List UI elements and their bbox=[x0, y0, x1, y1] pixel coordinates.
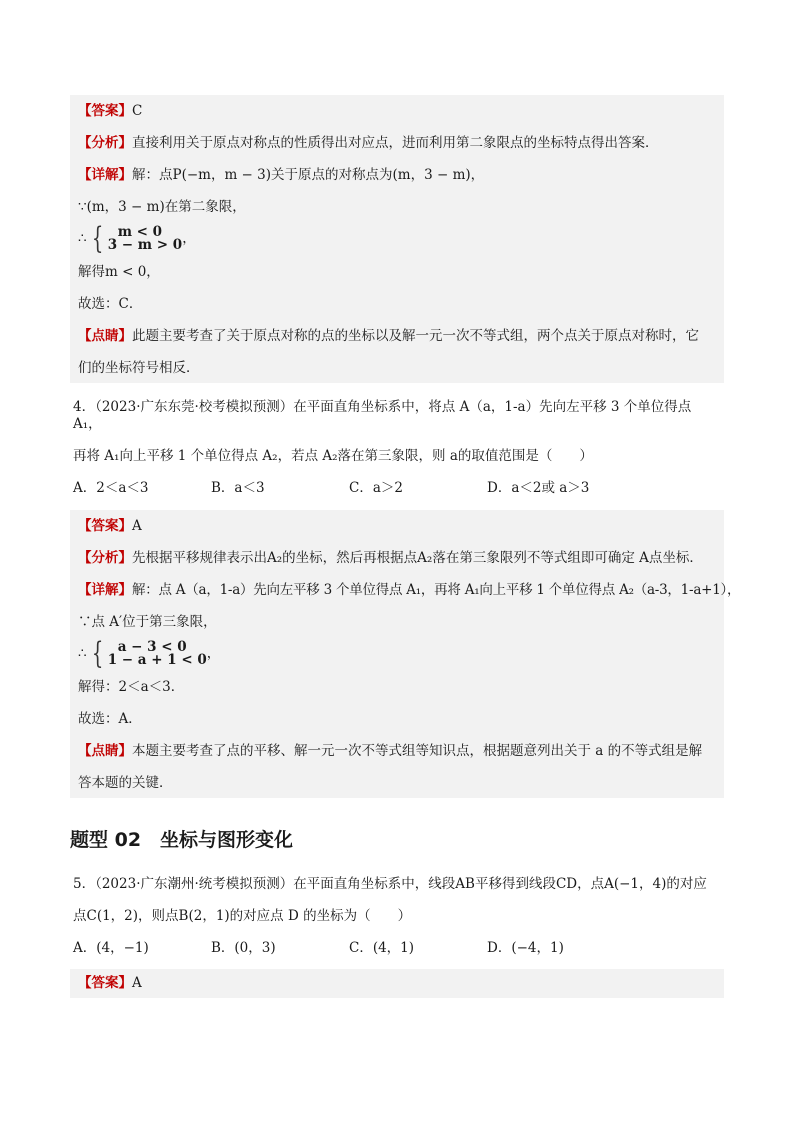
solution-text: 解得m < 0， bbox=[78, 264, 160, 280]
comment-text: 此题主要考查了关于原点对称的点的坐标以及解一元一次不等式组，两个点关于原点对称时，它 bbox=[132, 328, 699, 344]
system-brace bbox=[87, 636, 207, 671]
answer-line bbox=[78, 103, 716, 120]
analysis-line bbox=[78, 135, 716, 152]
system-row-2: 1 − a + 1 < 0 bbox=[107, 652, 207, 668]
detail-line bbox=[78, 582, 741, 599]
answer-value: A bbox=[132, 975, 142, 991]
comment-text-2: 答本题的关键． bbox=[78, 775, 173, 791]
question-4-options bbox=[70, 480, 724, 497]
analysis-text: 直接利用关于原点对称点的性质得出对应点，进而利用第二象限点的坐标特点得出答案． bbox=[132, 135, 659, 151]
answer-tag: 【答案】 bbox=[78, 103, 132, 119]
detail-tag: 【详解】 bbox=[78, 582, 132, 598]
answer-block-q3 bbox=[70, 95, 724, 383]
therefore-symbol: ∴ bbox=[78, 645, 87, 662]
detail-text: 解：点P(−m，m − 3)关于原点的对称点为(m，3 − m)， bbox=[132, 167, 485, 183]
answer-block-q4 bbox=[70, 510, 741, 798]
analysis-line bbox=[78, 550, 716, 567]
choice-line bbox=[78, 711, 716, 728]
left-brace-icon: { bbox=[91, 636, 103, 671]
detail-text-2: ∵点 A′位于第三象限， bbox=[78, 614, 217, 630]
detail-text: 解：点 A（a，1-a）先向左平移 3 个单位得点 A₁，再将 A₁向上平移 1 个单位得点 A₂（a-3，1-a+1）， bbox=[132, 582, 741, 598]
system-row-1: m < 0 bbox=[117, 224, 163, 240]
answer-value: A bbox=[132, 518, 142, 534]
analysis-text: 先根据平移规律表示出A₂的坐标，然后再根据点A₂落在第三象限列不等式组即可确定 A点坐标． bbox=[132, 550, 703, 566]
question-4-line-1: 4．（2023·广东东莞·校考模拟预测）在平面直角坐标系中，将点 A（a，1-a）先向左平移 3 个单位得点 A₁， bbox=[73, 399, 692, 432]
answer-block-q5 bbox=[70, 969, 724, 998]
solution-line bbox=[78, 679, 716, 696]
system-brace bbox=[87, 221, 183, 256]
system-row-2: 3 − m > 0 bbox=[107, 237, 183, 253]
document-page bbox=[70, 95, 741, 998]
detail-line-2 bbox=[78, 614, 716, 631]
system-tail: ， bbox=[206, 645, 221, 662]
comment-line-2 bbox=[78, 360, 716, 377]
question-5-options bbox=[70, 940, 724, 957]
option-c[interactable]: C．a＞2 bbox=[349, 480, 403, 496]
option-b[interactable]: B．a＜3 bbox=[211, 480, 265, 496]
option-d[interactable]: D．a＜2或 a＞3 bbox=[487, 480, 590, 496]
detail-text-2: ∵(m，3 − m)在第二象限， bbox=[78, 199, 246, 215]
comment-tag: 【点睛】 bbox=[78, 743, 132, 759]
comment-tag: 【点睛】 bbox=[78, 328, 132, 344]
system-row-1: a − 3 < 0 bbox=[117, 639, 187, 655]
analysis-tag: 【分析】 bbox=[78, 135, 132, 151]
section-heading bbox=[70, 825, 724, 852]
comment-line bbox=[78, 328, 716, 345]
detail-line bbox=[78, 167, 716, 184]
choice-text: 故选：A． bbox=[78, 711, 142, 727]
detail-line-2 bbox=[78, 199, 716, 216]
comment-text: 本题主要考查了点的平移、解一元一次不等式组等知识点，根据题意列出关于 a 的不等式组是解 bbox=[132, 743, 703, 759]
detail-tag: 【详解】 bbox=[78, 167, 132, 183]
answer-line bbox=[78, 518, 716, 535]
question-4 bbox=[70, 399, 724, 497]
answer-tag: 【答案】 bbox=[78, 518, 132, 534]
section-title: 题型 02 坐标与图形变化 bbox=[70, 829, 294, 851]
answer-line bbox=[78, 975, 716, 992]
option-a[interactable]: A．(4，−1) bbox=[73, 940, 149, 956]
comment-text-2: 们的坐标符号相反． bbox=[78, 360, 200, 376]
therefore-symbol: ∴ bbox=[78, 230, 87, 247]
answer-tag: 【答案】 bbox=[78, 975, 132, 991]
solution-line bbox=[78, 264, 716, 281]
comment-line-2 bbox=[78, 775, 716, 792]
left-brace-icon: { bbox=[91, 221, 103, 256]
comment-line bbox=[78, 743, 716, 760]
solution-text: 解得：2＜a＜3． bbox=[78, 679, 185, 695]
question-5-line-2: 点C(1，2)，则点B(2，1)的对应点 D 的坐标为（ ） bbox=[73, 908, 412, 924]
inequality-system bbox=[78, 221, 716, 256]
question-5-line-1: 5．（2023·广东潮州·统考模拟预测）在平面直角坐标系中，线段AB平移得到线段CD，点A(−1，4)的对应 bbox=[73, 876, 707, 892]
option-b[interactable]: B．(0，3) bbox=[211, 940, 276, 956]
option-c[interactable]: C．(4，1) bbox=[349, 940, 415, 956]
system-tail: ， bbox=[182, 230, 196, 247]
analysis-tag: 【分析】 bbox=[78, 550, 132, 566]
answer-value: C bbox=[132, 103, 143, 119]
inequality-system bbox=[78, 636, 716, 671]
choice-text: 故选：C． bbox=[78, 296, 143, 312]
option-a[interactable]: A．2＜a＜3 bbox=[73, 480, 149, 496]
choice-line bbox=[78, 296, 716, 313]
question-5 bbox=[70, 876, 724, 957]
question-4-line-2: 再将 A₁向上平移 1 个单位得点 A₂，若点 A₂落在第三象限，则 a的取值范围是（ ） bbox=[73, 448, 593, 464]
option-d[interactable]: D．(−4，1) bbox=[487, 940, 564, 956]
